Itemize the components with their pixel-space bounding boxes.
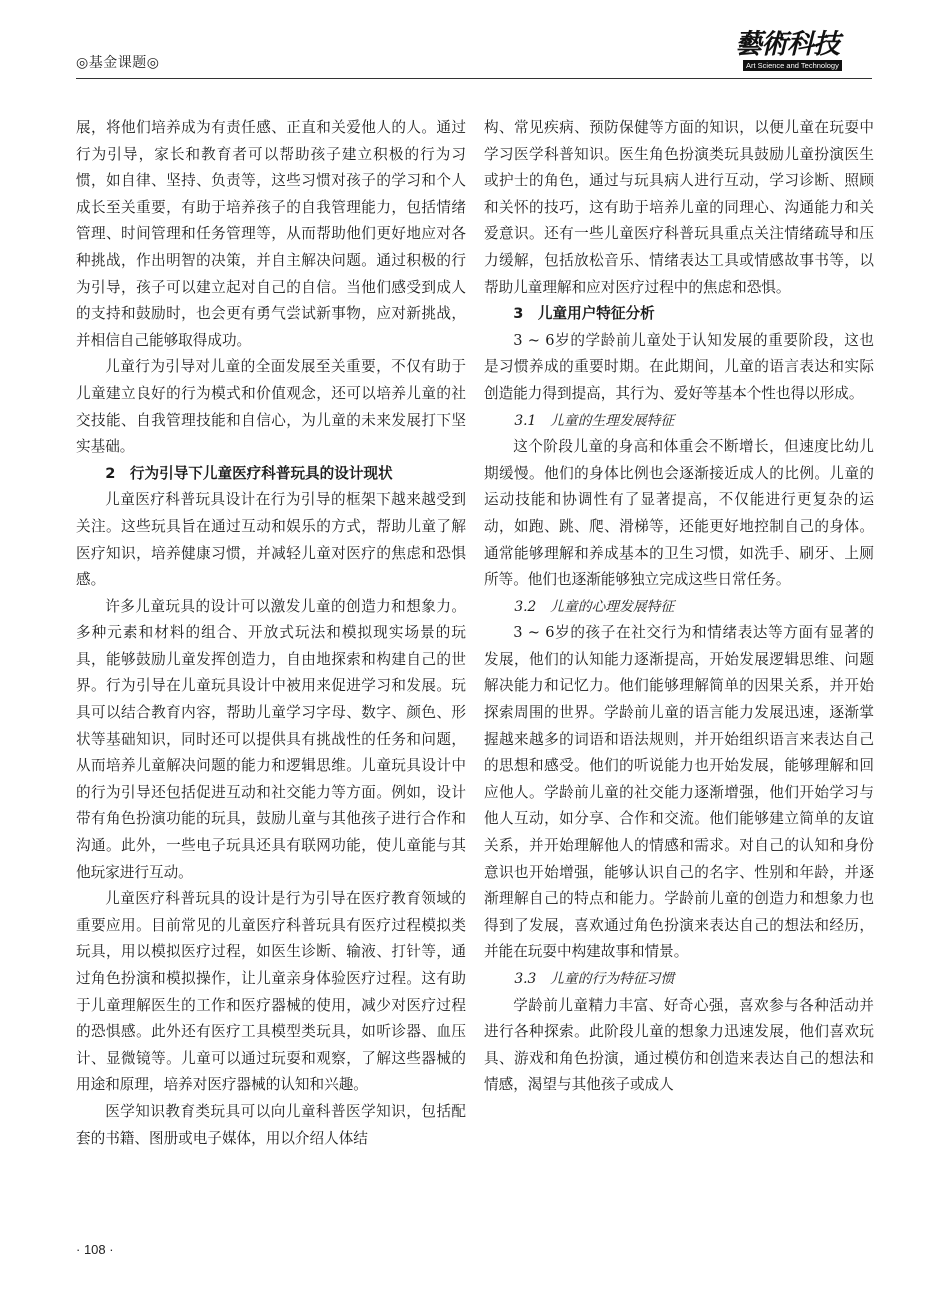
paragraph: 这个阶段儿童的身高和体重会不断增长，但速度比幼儿期缓慢。他们的身体比例也会逐渐接近成人的比例。儿童的运动技能和协调性有了显著提高，不仅能进行更复杂的运动，如跑、跳、爬、滑梯等，还能更好地控制自己的身体。通常能够理解和养成基本的卫生习惯，如洗手、刷牙、上厕所等。他们也逐渐能够独立完成这些日常任务。 [484, 438, 874, 589]
page-number: · 108 · [76, 1242, 114, 1257]
journal-logo [735, 30, 847, 74]
right-column [484, 115, 874, 1099]
logo-chinese-title: 藝術科技 [735, 29, 839, 60]
paragraph: 医学知识教育类玩具可以向儿童科普医学知识，包括配套的书籍、图册或电子媒体，用以介绍人体结 [76, 1102, 466, 1147]
section-heading-2: 2 行为引导下儿童医疗科普玩具的设计现状 [105, 464, 393, 482]
paragraph: 展，将他们培养成为有责任感、正直和关爱他人的人。通过行为引导，家长和教育者可以帮助孩子建立积极的行为习惯，如自律、坚持、负责等，这些习惯对孩子的学习和个人成长至关重要，有助于培养孩子的自我管理能力，包括情绪管理、时间管理和任务管理等，从而帮助他们更好地应对各种挑战，作出明智的决策，并自主解决问题。通过积极的行为引导，孩子可以建立起对自己的自信。当他们感受到成人的支持和鼓励时，也会更有勇气尝试新事物，应对新挑战，并相信自己能够取得成功。 [76, 119, 466, 349]
subsection-heading-3-3: 3.3 儿童的行为特征习惯 [514, 971, 675, 987]
paragraph: 儿童医疗科普玩具的设计是行为引导在医疗教育领域的重要应用。目前常见的儿童医疗科普玩具有医疗过程模拟类玩具，用以模拟医疗过程，如医生诊断、输液、打针等，通过角色扮演和模拟操作，让儿童亲身体验医疗过程。这有助于儿童理解医生的工作和医疗器械的使用，减少对医疗过程的恐惧感。此外还有医疗工具模型类玩具，如听诊器、血压计、显微镜等。儿童可以通过玩耍和观察，了解这些器械的用途和原理，培养对医疗器械的认知和兴趣。 [76, 890, 466, 1094]
paragraph: 3 ~ 6岁的学龄前儿童处于认知发展的重要阶段，这也是习惯养成的重要时期。在此期间，儿童的语言表达和实际创造能力得到提高，其行为、爱好等基本个性也得以形成。 [484, 331, 874, 402]
header-divider [76, 78, 872, 79]
subsection-heading-3-2: 3.2 儿童的心理发展特征 [514, 598, 675, 615]
section-tag: ◎基金课题◎ [76, 54, 160, 70]
paragraph: 儿童医疗科普玩具设计在行为引导的框架下越来越受到关注。这些玩具旨在通过互动和娱乐的方式，帮助儿童了解医疗知识，培养健康习惯，并减轻儿童对医疗的焦虑和恐惧感。 [76, 491, 466, 589]
section-heading-3: 3 儿童用户特征分析 [513, 305, 655, 323]
paragraph: 3 ~ 6岁的孩子在社交行为和情绪表达等方面有显著的发展，他们的认知能力逐渐提高，开始发展逻辑思维、问题解决能力和记忆力。他们能够理解简单的因果关系，并开始探索周围的世界。学龄前儿童的语言能力发展迅速，逐渐掌握越来越多的词语和语法规则，并开始组织语言来表达自己的思想和感受。他们的听说能力也开始发展，能够理解和回应他人。学龄前儿童的社交能力逐渐增强，他们开始学习与他人互动，如分享、合作和交流。他们能够建立简单的友谊关系，并开始理解他人的情感和需求。对自己的认知和身份意识也开始增强，能够认识自己的名字、性别和年龄，并逐渐理解自己的特点和能力。学龄前儿童的创造力和想象力也得到了发展，喜欢通过角色扮演来表达自己的想法和经历，并能在玩耍中构建故事和情景。 [484, 624, 874, 961]
paragraph: 许多儿童玩具的设计可以激发儿童的创造力和想象力。多种元素和材料的组合、开放式玩法和模拟现实场景的玩具，能够鼓励儿童发挥创造力，自由地探索和构建自己的世界。行为引导在儿童玩具设计中被用来促进学习和发展。玩具可以结合教育内容，帮助儿童学习字母、数字、颜色、形状等基础知识，同时还可以提供具有挑战性的任务和问题，从而培养儿童解决问题的能力和逻辑思维。儿童玩具设计中的行为引导还包括促进互动和社交能力等方面。例如，设计带有角色扮演功能的玩具，鼓励儿童与其他孩子进行合作和沟通。此外，一些电子玩具还具有联网功能，使儿童能与其他玩家进行互动。 [76, 597, 466, 881]
logo-english-title: Art Science and Technology [743, 60, 842, 71]
paragraph: 构、常见疾病、预防保健等方面的知识，以便儿童在玩耍中学习医学科普知识。医生角色扮演类玩具鼓励儿童扮演医生或护士的角色，通过与玩具病人进行互动，学习诊断、照顾和关怀的技巧，这有助于培养儿童的同理心、沟通能力和关爱意识。还有一些儿童医疗科普玩具重点关注情绪疏导和压力缓解，包括放松音乐、情绪表达工具或情感故事书等，以帮助儿童理解和应对医疗过程中的焦虑和恐惧。 [484, 119, 874, 296]
subsection-heading-3-1: 3.1 儿童的生理发展特征 [514, 412, 675, 429]
left-column [76, 115, 466, 1152]
paragraph: 儿童行为引导对儿童的全面发展至关重要，不仅有助于儿童建立良好的行为模式和价值观念，还可以培养儿童的社交技能、自我管理技能和自信心，为儿童的未来发展打下坚实基础。 [76, 358, 466, 456]
paragraph: 学龄前儿童精力丰富、好奇心强，喜欢参与各种活动并进行各种探索。此阶段儿童的想象力迅速发展，他们喜欢玩具、游戏和角色扮演，通过模仿和创造来表达自己的想法和情感，渴望与其他孩子或成人 [484, 996, 874, 1094]
